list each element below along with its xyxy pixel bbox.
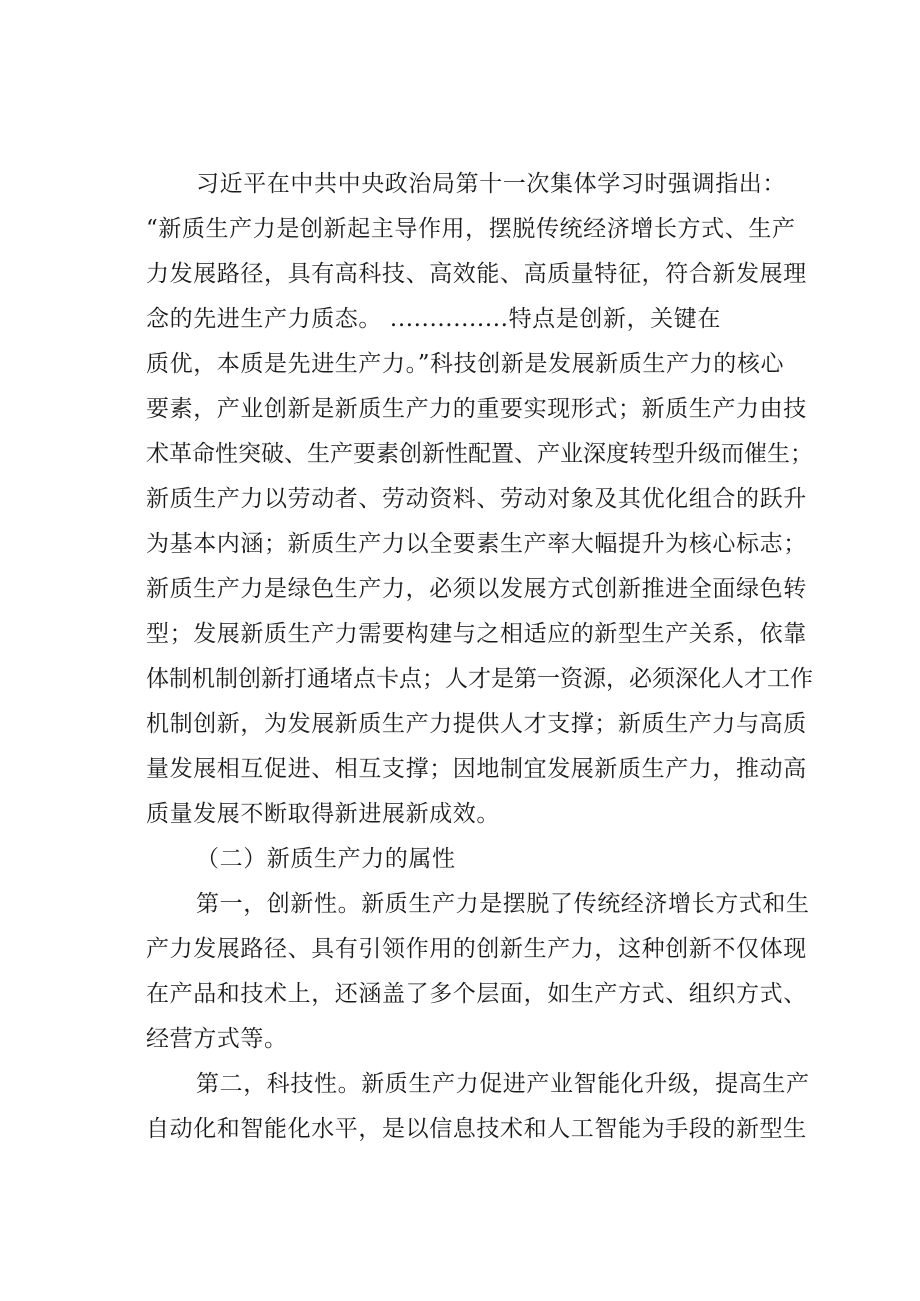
text-line: 自动化和智能化水平，是以信息技术和人工智能为手段的新型生: [146, 1116, 807, 1142]
text-line: 机制创新，为发展新质生产力提供人才支撑；新质生产力与高质: [146, 711, 807, 737]
text-line: 第一，创新性。新质生产力是摆脱了传统经济增长方式和生: [196, 891, 810, 917]
text-line: 术革命性突破、生产要素创新性配置、产业深度转型升级而催生；: [146, 441, 813, 467]
text-line: 念的先进生产力质态。 ...............特点是创新，关键在: [146, 306, 721, 332]
text-line: “新质生产力是创新起主导作用，摆脱传统经济增长方式、生产: [146, 216, 796, 242]
section-heading: （二）新质生产力的属性: [196, 846, 456, 872]
text-line: 在产品和技术上，还涵盖了多个层面，如生产方式、组织方式、: [146, 981, 807, 1007]
text-line: 力发展路径，具有高科技、高效能、高质量特征，符合新发展理: [146, 261, 807, 287]
text-line: 质量发展不断取得新进展新成效。: [146, 801, 500, 827]
text-line: 体制机制创新打通堵点卡点；人才是第一资源，必须深化人才工作: [146, 666, 813, 692]
text-line: 新质生产力是绿色生产力，必须以发展方式创新推进全面绿色转: [146, 576, 807, 602]
text-line: 产力发展路径、具有引领作用的创新生产力，这种创新不仅体现: [146, 936, 807, 962]
text-line: 量发展相互促进、相互支撑；因地制宜发展新质生产力，推动高: [146, 756, 807, 782]
text-line: 新质生产力以劳动者、劳动资料、劳动对象及其优化组合的跃升: [146, 486, 807, 512]
text-line: 质优，本质是先进生产力。”科技创新是发展新质生产力的核心: [146, 351, 785, 377]
text-line: 为基本内涵；新质生产力以全要素生产率大幅提升为核心标志；: [146, 531, 807, 557]
text-line: 要素，产业创新是新质生产力的重要实现形式；新质生产力由技: [146, 396, 807, 422]
text-line: 第二，科技性。新质生产力促进产业智能化升级，提高生产: [196, 1071, 810, 1097]
text-line: 经营方式等。: [146, 1026, 288, 1052]
text-line: 习近平在中共中央政治局第十一次集体学习时强调指出：: [196, 171, 786, 197]
text-line: 型；发展新质生产力需要构建与之相适应的新型生产关系，依靠: [146, 621, 807, 647]
